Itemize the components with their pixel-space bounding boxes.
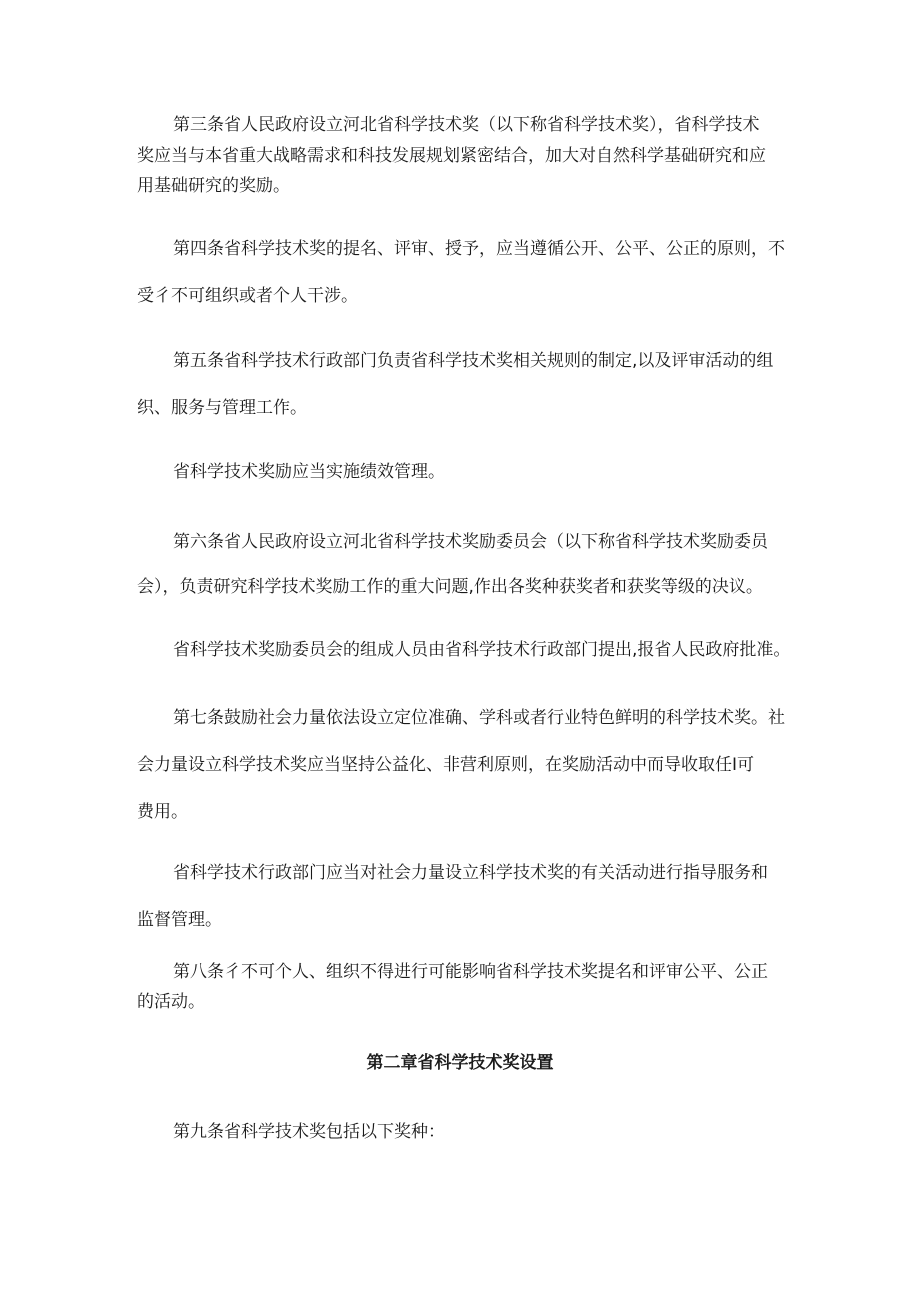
article-3-line-2: 奖应当与本省重大战略需求和科技发展规划紧密结合，加大对自然科学基础研究和应: [137, 146, 766, 166]
article-6-paragraph-2: 省科学技术奖励委员会的组成人员由省科学技术行政部门提出,报省人民政府批准。: [173, 640, 791, 660]
article-6-line-1: 第六条省人民政府设立河北省科学技术奖励委员会（以下称省科学技术奖励委员: [173, 532, 768, 552]
article-3-line-3: 用基础研究的奖励。: [137, 176, 290, 196]
article-4-line-1: 第四条省科学技术奖的提名、评审、授予，应当遵循公开、公平、公正的原则，不: [173, 239, 785, 259]
article-3-line-1: 第三条省人民政府设立河北省科学技术奖（以下称省科学技术奖），省科学技术: [173, 115, 760, 135]
chapter-2-title: 第二章省科学技术奖设置: [366, 1053, 554, 1073]
article-7-line-2: 会力量设立科学技术奖应当坚持公益化、非营利原则，在奖励活动中而导收取任Ⅰ可: [137, 755, 755, 775]
article-4-line-2: 受彳不可组织或者个人干涉。: [137, 286, 358, 306]
article-5-line-2: 织、服务与管理工作。: [137, 398, 307, 418]
article-8-line-1: 第八条彳不可个人、组织不得进行可能影响省科学技术奖提名和评审公平、公正: [173, 962, 768, 982]
article-7-paragraph-2-line-1: 省科学技术行政部门应当对社会力量设立科学技术奖的有关活动进行指导服务和: [173, 863, 768, 883]
article-5-paragraph-2: 省科学技术奖励应当实施绩效管理。: [173, 462, 445, 482]
article-7-paragraph-2-line-2: 监督管理。: [137, 910, 222, 930]
article-6-line-2: 会），负责研究科学技术奖励工作的重大问题,作出各奖种获奖者和获奖等级的决议。: [137, 577, 763, 597]
article-5-line-1: 第五条省科学技术行政部门负责省科学技术奖相关规则的制定,以及评审活动的组: [173, 351, 774, 371]
article-9: 第九条省科学技术奖包括以下奖种：: [173, 1122, 445, 1142]
article-8-line-2: 的活动。: [137, 992, 205, 1012]
article-7-line-1: 第七条鼓励社会力量依法设立定位准确、学科或者行业特色鲜明的科学技术奖。社: [173, 708, 785, 728]
article-7-line-3: 费用。: [137, 802, 188, 822]
